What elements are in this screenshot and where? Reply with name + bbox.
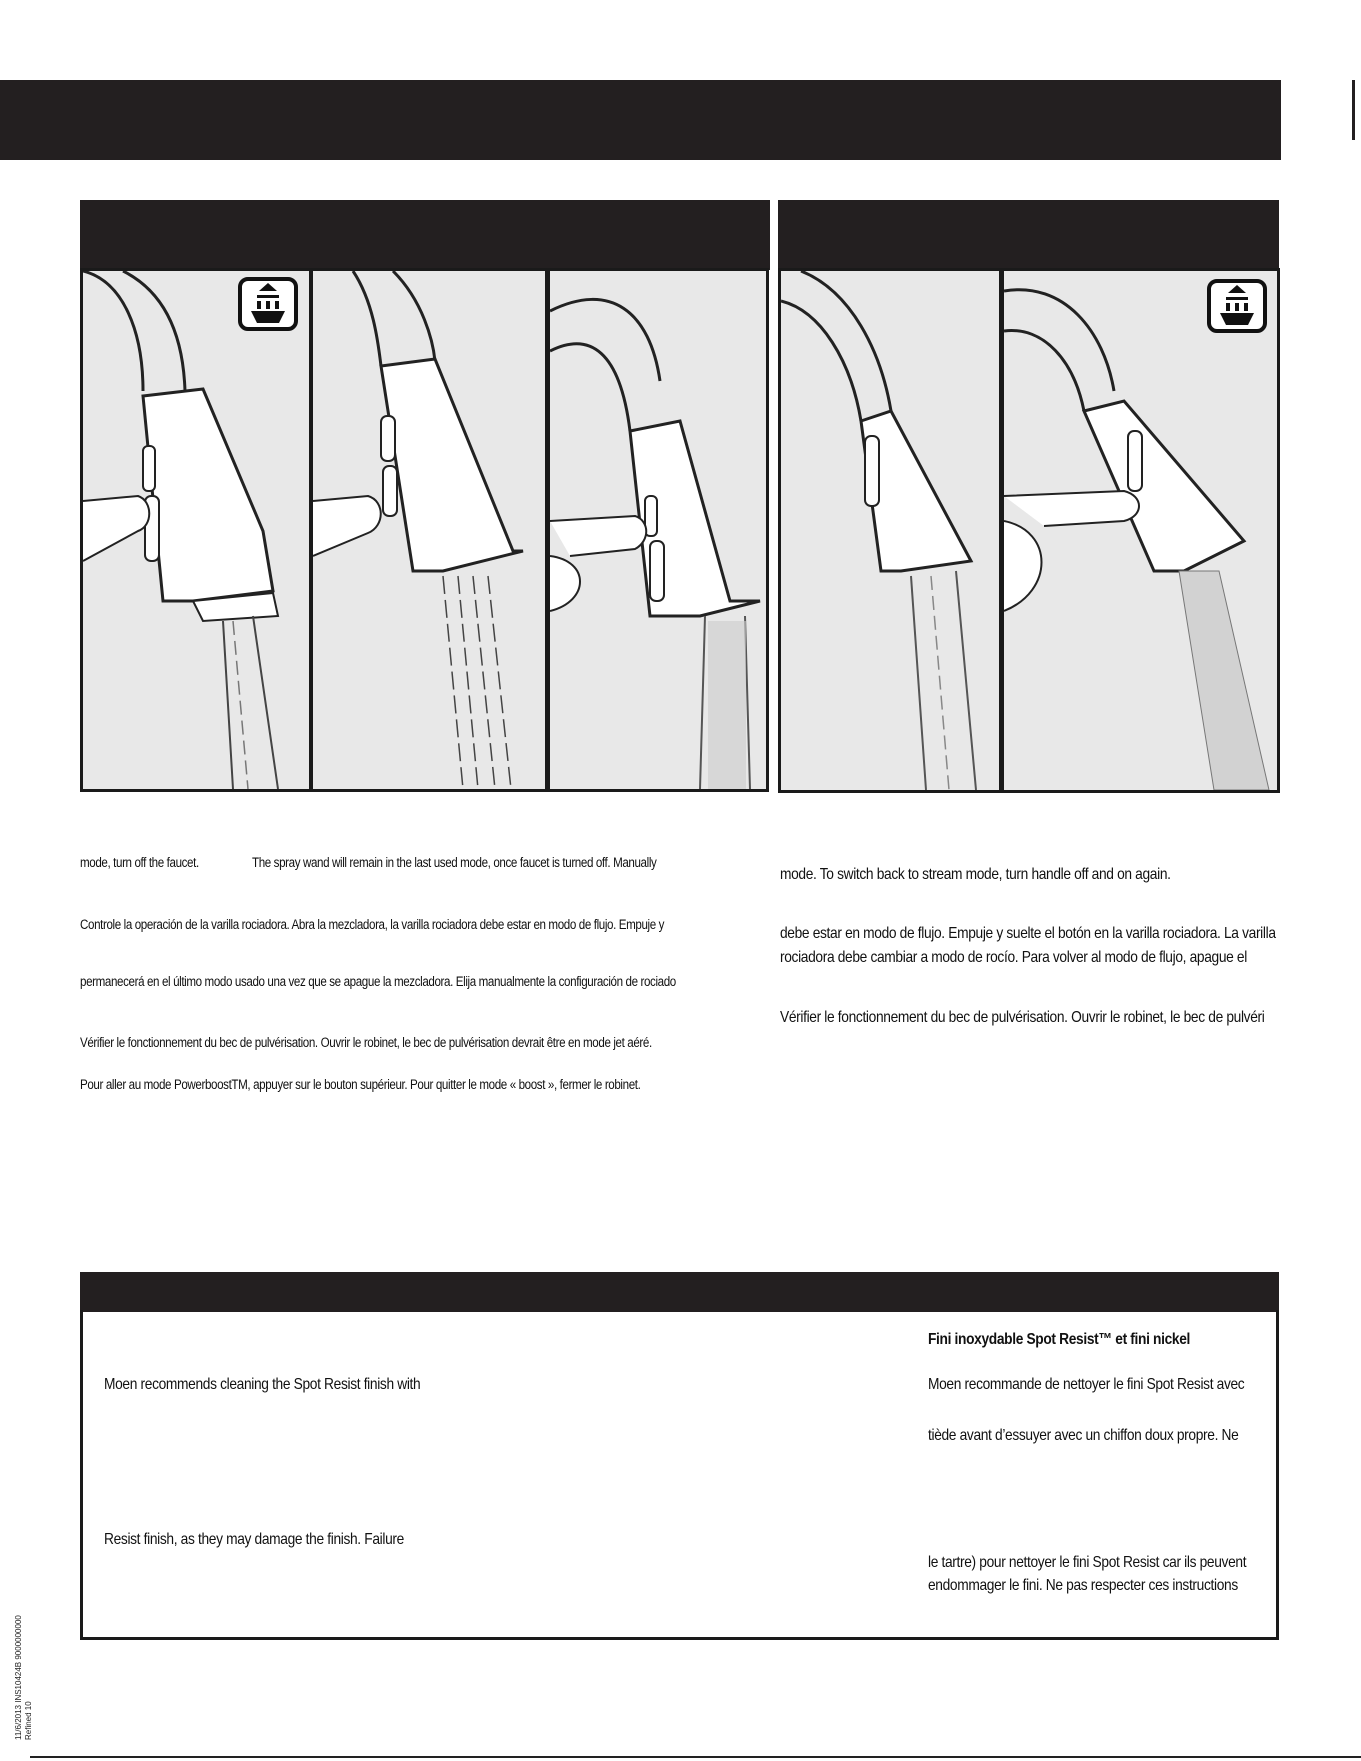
- stream-mode-panel: [83, 271, 309, 789]
- left-text-line1a: mode, turn off the faucet.: [80, 855, 199, 870]
- faucet-stream-illustration: [83, 271, 309, 789]
- right-section-header: [778, 200, 1279, 270]
- care-fr-heading: Fini inoxydable Spot Resist™ et fini nickel: [928, 1331, 1190, 1348]
- left-text-line2: Controle la operación de la varilla rociadora. Abra la mezcladora, la varilla rociadora debe estar en modo de flujo. Empuje y: [80, 917, 665, 932]
- care-fr-line1: Moen recommande de nettoyer le fini Spot Resist avec: [928, 1376, 1245, 1393]
- left-text-line1b: The spray wand will remain in the last used mode, once faucet is turned off. Manually: [252, 855, 657, 870]
- faucet-right-spray-illustration: [1004, 271, 1277, 790]
- footer-revision: Refined 10: [24, 1701, 33, 1740]
- left-text-line4: Vérifier le fonctionnement du bec de pulvérisation. Ouvrir le robinet, le bec de pulvérisation devrait être en mode jet aéré.: [80, 1035, 652, 1050]
- care-section-header: [80, 1272, 1279, 1312]
- care-fr-line3: le tartre) pour nettoyer le fini Spot Resist car ils peuvent: [928, 1554, 1247, 1571]
- spray-mode-icon: [240, 279, 296, 329]
- right-text-line3: rociadora debe cambiar a modo de rocío. Para volver al modo de flujo, apague el: [780, 949, 1247, 966]
- powerboost-off-panel: [550, 271, 766, 789]
- care-en-line2: Resist finish, as they may damage the finish. Failure: [104, 1531, 404, 1548]
- left-section-header: [80, 200, 770, 270]
- left-text-line5: Pour aller au mode PowerboostTM, appuyer sur le bouton supérieur. Pour quitter le mode « boost », fermer le robinet.: [80, 1077, 641, 1092]
- faucet-off-illustration: [550, 271, 766, 789]
- footer-doc-id: 11/6/2013 INS10424B 9000000000: [14, 1615, 23, 1740]
- right-text-line2: debe estar en modo de flujo. Empuje y suelte el botón en la varilla rociadora. La varilla: [780, 925, 1276, 942]
- care-en-line1: Moen recommends cleaning the Spot Resist finish with: [104, 1376, 421, 1393]
- care-fr-line4: endommager le fini. Ne pas respecter ces instructions: [928, 1577, 1238, 1594]
- header-band: [0, 80, 1281, 160]
- spray-mode-panel: [313, 271, 545, 789]
- spray-mode-icon: [1209, 281, 1265, 331]
- stream-panel: [781, 271, 999, 790]
- care-fr-line2: tiède avant d’essuyer avec un chiffon doux propre. Ne: [928, 1427, 1239, 1444]
- spray-panel: [1004, 271, 1277, 790]
- left-text-line3: permanecerá en el último modo usado una vez que se apague la mezcladora. Elija manualmente la configuración de rociado: [80, 974, 676, 989]
- faucet-spray-illustration: [313, 271, 545, 789]
- faucet-right-stream-illustration: [781, 271, 999, 790]
- right-text-line1: mode. To switch back to stream mode, turn handle off and on again.: [780, 866, 1171, 883]
- right-text-line4: Vérifier le fonctionnement du bec de pulvérisation. Ouvrir le robinet, le bec de pulvéri: [780, 1009, 1265, 1026]
- bottom-rule: [30, 1756, 1361, 1758]
- header-edge-mark: [1352, 80, 1355, 140]
